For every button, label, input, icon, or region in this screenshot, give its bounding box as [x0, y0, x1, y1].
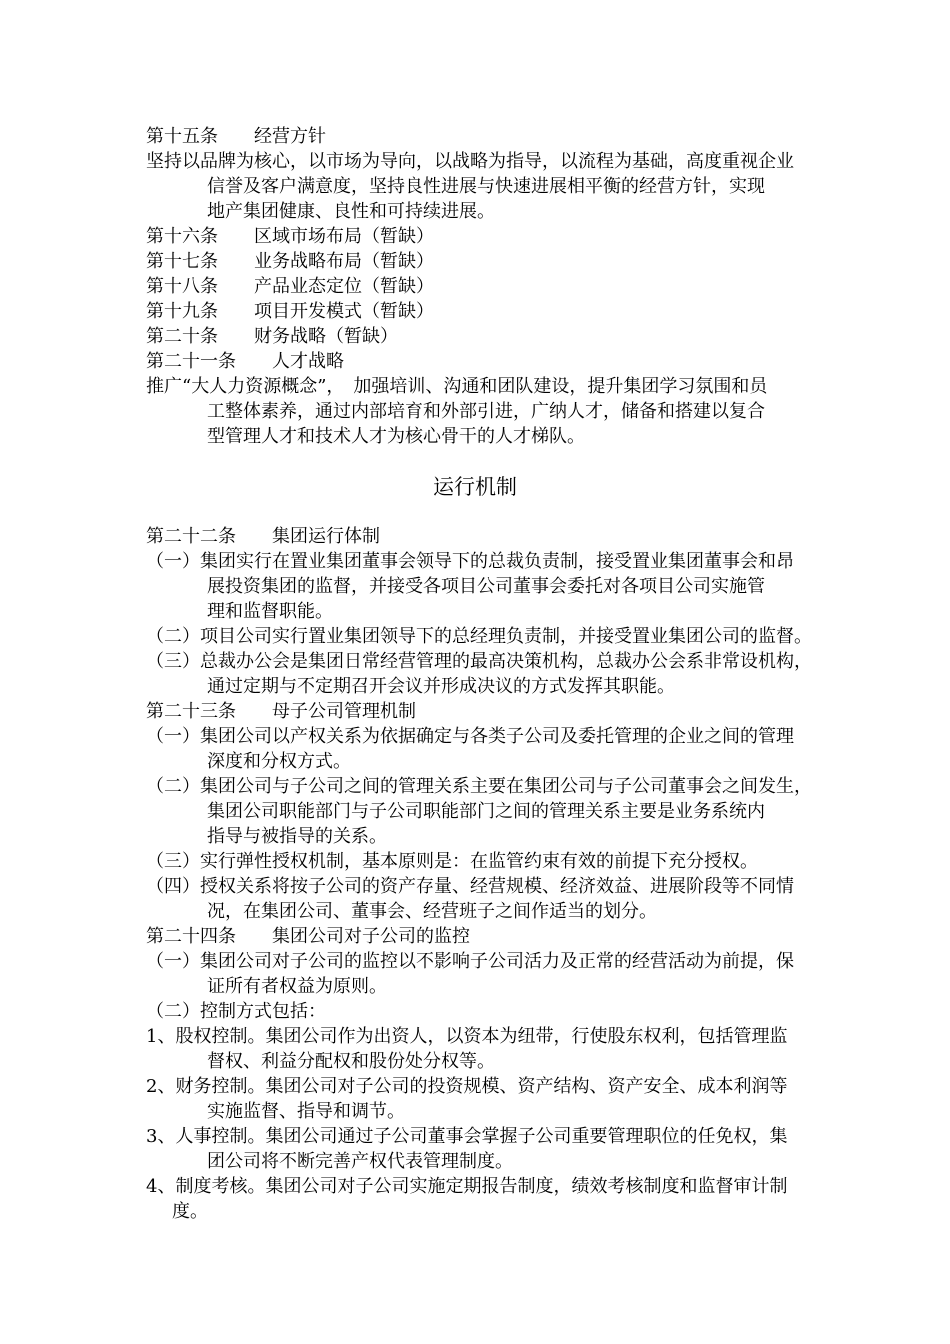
- clause-line: （一）集团公司以产权关系为依据确定与各类子公司及委托管理的企业之间的管理: [146, 726, 794, 747]
- article-15-title: 第十五条 经营方针: [146, 126, 326, 147]
- numbered-item: 4、制度考核。集团公司对子公司实施定期报告制度，绩效考核制度和监督审计制: [146, 1176, 788, 1197]
- paragraph-line: 地产集团健康、良性和可持续进展。: [207, 201, 495, 222]
- paragraph-line: 坚持以品牌为核心，以市场为导向，以战略为指导，以流程为基础，高度重视企业: [146, 151, 794, 172]
- article-17-title: 第十七条 业务战略布局（暂缺）: [146, 251, 434, 272]
- article-19-title: 第十九条 项目开发模式（暂缺）: [146, 301, 434, 322]
- numbered-item: 2、财务控制。集团公司对子公司的投资规模、资产结构、资产安全、成本利润等: [146, 1076, 788, 1097]
- section-heading: 运行机制: [433, 475, 517, 499]
- article-24-title: 第二十四条 集团公司对子公司的监控: [146, 926, 470, 947]
- paragraph-line: 信誉及客户满意度，坚持良性进展与快速进展相平衡的经营方针，实现: [207, 176, 765, 197]
- numbered-item: 团公司将不断完善产权代表管理制度。: [207, 1151, 513, 1172]
- article-18-title: 第十八条 产品业态定位（暂缺）: [146, 276, 434, 297]
- article-16-title: 第十六条 区域市场布局（暂缺）: [146, 226, 434, 247]
- paragraph-line: 型管理人才和技术人才为核心骨干的人才梯队。: [207, 426, 585, 447]
- numbered-item: 实施监督、指导和调节。: [207, 1101, 405, 1122]
- article-23-title: 第二十三条 母子公司管理机制: [146, 701, 416, 722]
- clause-line: （二）控制方式包括：: [146, 1001, 326, 1022]
- clause-line: （三）总裁办公会是集团日常经营管理的最高决策机构，总裁办公会系非常设机构，: [146, 651, 812, 672]
- numbered-item: 督权、利益分配权和股份处分权等。: [207, 1051, 495, 1072]
- clause-line: （一）集团实行在置业集团董事会领导下的总裁负责制，接受置业集团董事会和昂: [146, 551, 794, 572]
- clause-line: 深度和分权方式。: [207, 751, 351, 772]
- numbered-item: 1、股权控制。集团公司作为出资人，以资本为纽带，行使股东权利，包括管理监: [146, 1026, 788, 1047]
- numbered-item: 3、人事控制。集团公司通过子公司董事会掌握子公司重要管理职位的任免权，集: [146, 1126, 788, 1147]
- numbered-item: 度。: [172, 1201, 208, 1222]
- clause-line: 通过定期与不定期召开会议并形成决议的方式发挥其职能。: [207, 676, 675, 697]
- clause-line: 展投资集团的监督，并接受各项目公司董事会委托对各项目公司实施管: [207, 576, 765, 597]
- clause-line: （一）集团公司对子公司的监控以不影响子公司活力及正常的经营活动为前提，保: [146, 951, 794, 972]
- clause-line: 证所有者权益为原则。: [207, 976, 387, 997]
- clause-line: 指导与被指导的关系。: [207, 826, 387, 847]
- article-20-title: 第二十条 财务战略（暂缺）: [146, 326, 398, 347]
- paragraph-line: 工整体素养，通过内部培育和外部引进，广纳人才，储备和搭建以复合: [207, 401, 765, 422]
- clause-line: 集团公司职能部门与子公司职能部门之间的管理关系主要是业务系统内: [207, 801, 765, 822]
- article-22-title: 第二十二条 集团运行体制: [146, 526, 380, 547]
- clause-line: 况，在集团公司、董事会、经营班子之间作适当的划分。: [207, 901, 657, 922]
- clause-line: 理和监督职能。: [207, 601, 333, 622]
- clause-line: （四）授权关系将按子公司的资产存量、经营规模、经济效益、进展阶段等不同情: [146, 876, 794, 897]
- article-21-title: 第二十一条 人才战略: [146, 351, 344, 372]
- clause-line: （二）项目公司实行置业集团领导下的总经理负责制，并接受置业集团公司的监督。: [146, 626, 812, 647]
- clause-line: （三）实行弹性授权机制，基本原则是：在监管约束有效的前提下充分授权。: [146, 851, 758, 872]
- clause-line: （二）集团公司与子公司之间的管理关系主要在集团公司与子公司董事会之间发生，: [146, 776, 812, 797]
- paragraph-line: 推广“大人力资源概念”， 加强培训、沟通和团队建设，提升集团学习氛围和员: [146, 376, 768, 397]
